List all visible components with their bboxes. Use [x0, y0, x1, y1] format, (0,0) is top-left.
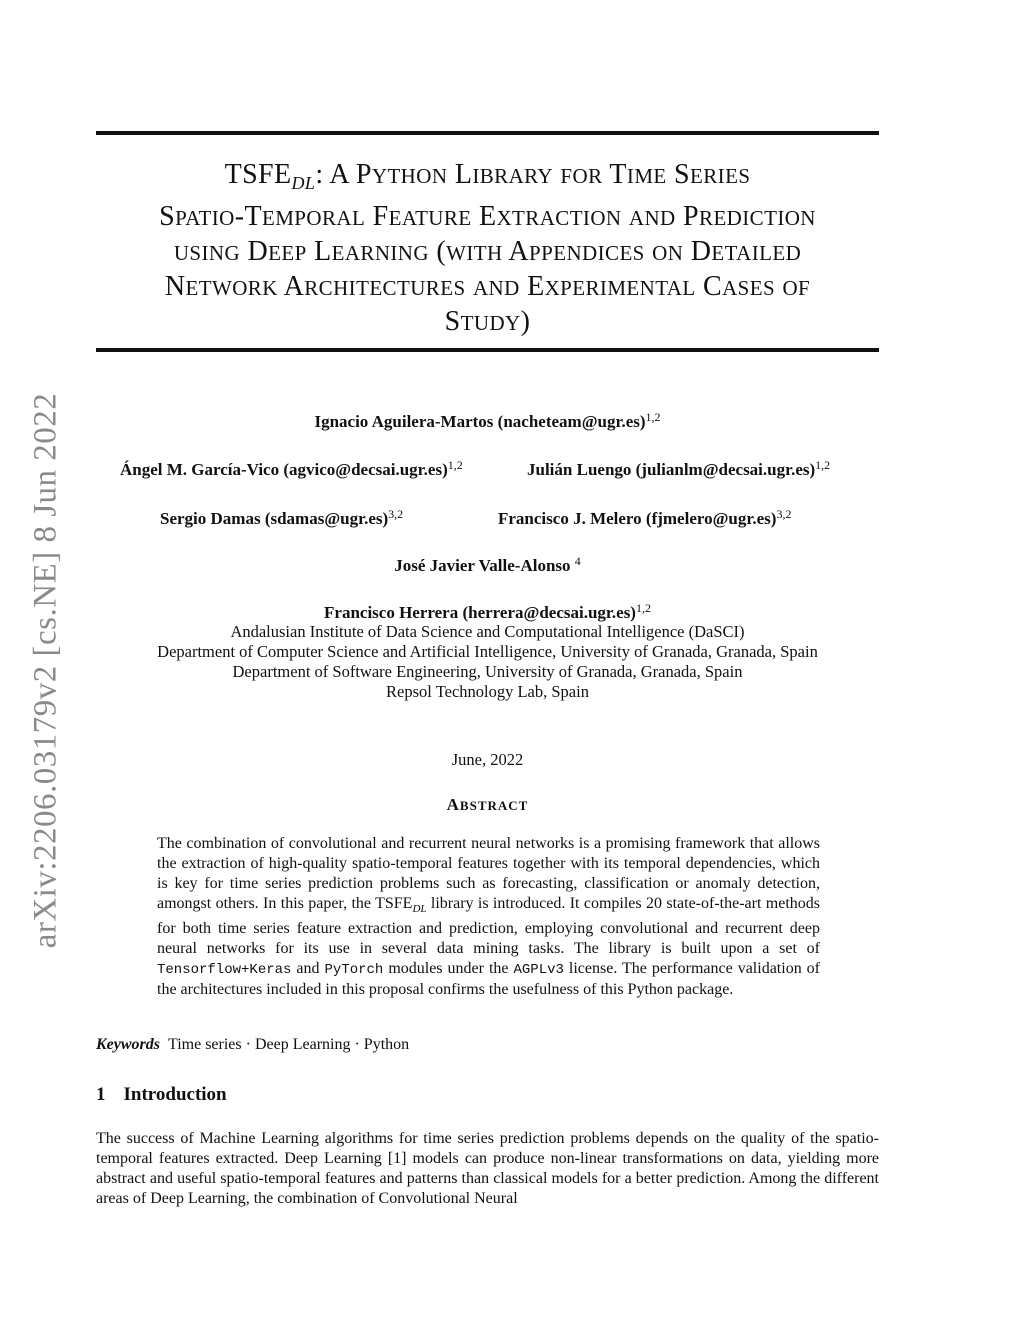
affiliation-4: Repsol Technology Lab, Spain: [386, 682, 589, 701]
author-herrera: Francisco Herrera (herrera@decsai.ugr.es)$^{1,2}$: [324, 601, 651, 622]
introduction-paragraph: The success of Machine Learning algorithms for time series prediction problems depends on the quality of the spatio-temporal features extracted. Deep Learning [1] models can produce non-linear transformations on data, yielding more abstract and useful spatio-temporal features and patterns than classical models for a better prediction. Among the different areas of Deep Learning, the combination of Convolutional Neural: [96, 1130, 879, 1207]
arxiv-id-text: arXiv:2206.03179v2 [cs.NE] 8 Jun 2022: [27, 392, 64, 948]
affiliation-1: Andalusian Institute of Data Science and Computational Intelligence (DaSCI): [230, 622, 745, 641]
paper-title: [96, 158, 879, 340]
keywords-label: Keywords: [96, 1036, 160, 1053]
abstract-body: The combination of convolutional and recurrent neural networks is a promising framework that allows the extraction of high-quality spatio-temporal features together with its temporal dependencies, which is key for time series prediction problems such as forecasting, classification or anomaly detection, amongst others. In this paper, the $TSFE_{DL}$ library is introduced. It compiles 20 state-of-the-art methods for both time series feature extraction and prediction, employing convolutional and recurrent deep neural networks for its use in several data mining tasks. The library is built upon a set of Tensorflow+Keras and PyTorch modules under the AGPLv3 license. The performance validation of the architectures included in this proposal confirms the usefulness of this Python package.: [157, 835, 821, 999]
publication-date: June, 2022: [451, 750, 524, 769]
title-rule-bottom: [96, 348, 879, 352]
affiliation-3: Department of Software Engineering, University of Granada, Granada, Spain: [232, 662, 743, 681]
abstract-heading: ABSTRACT: [446, 795, 529, 814]
code-pytorch: PyTorch: [324, 962, 384, 979]
title-line-5: STUDY): [444, 306, 531, 337]
keywords-line: [96, 1036, 409, 1054]
keywords-text: Time series · Deep Learning · Python: [168, 1036, 410, 1053]
title-rule-top: [96, 131, 879, 135]
title-line-3: USING DEEP LEARNING (WITH APPENDICES ON DETAILED: [173, 236, 802, 267]
author-luengo: Julián Luengo (julianlm@decsai.ugr.es)$^{1,2}$: [527, 458, 831, 479]
author-damas: Sergio Damas (sdamas@ugr.es)$^{3,2}$: [160, 507, 404, 528]
author-aguilera-martos: Ignacio Aguilera-Martos (nacheteam@ugr.es)$^{1,2}$: [314, 410, 661, 431]
author-garcia-vico: Ángel M. García-Vico (agvico@decsai.ugr.es)$^{1,2}$: [120, 458, 463, 479]
arxiv-identifier: [6, 390, 86, 950]
code-agplv3: AGPLv3: [513, 962, 564, 979]
author-melero: Francisco J. Melero (fjmelero@ugr.es)$^{3,2}$: [498, 507, 792, 528]
affiliation-2: Department of Computer Science and Artificial Intelligence, University of Granada, Granada, Spain: [157, 642, 818, 661]
title-line-4: NETWORK ARCHITECTURES AND EXPERIMENTAL CASES OF: [164, 271, 811, 302]
author-valle-alonso: José Javier Valle-Alonso $^4$: [394, 554, 581, 575]
section-heading-introduction: 1 Introduction: [96, 1084, 227, 1105]
title-line-2: SPATIO-TEMPORAL FEATURE EXTRACTION AND PREDICTION: [159, 201, 816, 232]
title-line-1: $TSFE_{DL}$: A PYTHON LIBRARY FOR TIME SERIES: [224, 159, 751, 193]
code-tensorflow-keras: Tensorflow+Keras: [157, 962, 292, 979]
affiliation-list: [96, 622, 879, 702]
